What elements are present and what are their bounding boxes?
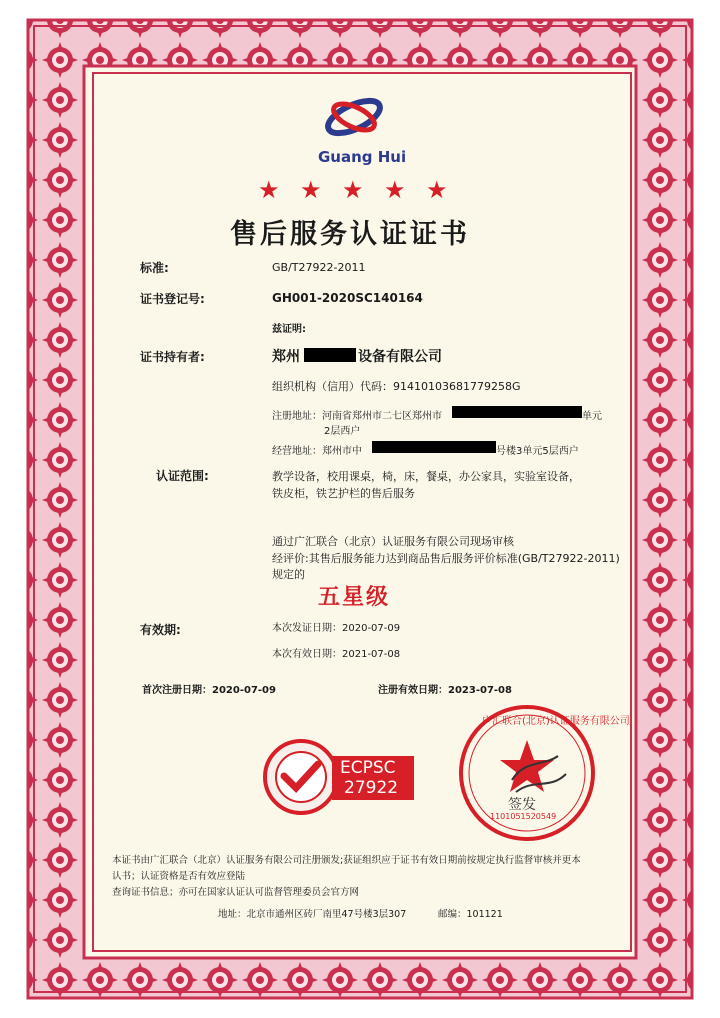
op-address-a: 经营地址：郑州市中: [272, 446, 362, 457]
standard-value: GB/T27922-2011: [272, 261, 366, 274]
footer-address: 地址：北京市通州区砖厂南里47号楼3层307: [218, 909, 407, 920]
op-address-b: 号楼3单元5层西户: [496, 446, 579, 457]
star-icon: ★: [426, 176, 448, 204]
issue-date: 本次发证日期：2020-07-09: [272, 623, 401, 634]
reg-label: 证书登记号:: [140, 292, 205, 306]
logo-text: Guang Hui: [318, 148, 407, 166]
rating-level: 五星级: [318, 585, 391, 610]
org-code: 组织机构（信用）代码：91410103681779258G: [272, 380, 521, 393]
seal-number: 1101051520549: [490, 812, 557, 821]
footer-line3: 查询证书信息；亦可在国家认证认可监督管理委员会官方网: [112, 887, 360, 898]
reg-address-line1a: 注册地址：河南省郑州市二七区郑州市: [272, 411, 442, 422]
evaluation-line1: 通过广汇联合（北京）认证服务有限公司现场审核: [272, 535, 514, 548]
standard-label: 标准:: [140, 261, 169, 275]
scope-label: 认证范围:: [156, 469, 209, 483]
redaction-bar: [304, 348, 356, 362]
reg-value: GH001-2020SC140164: [272, 291, 423, 305]
redaction-bar: [452, 406, 582, 418]
first-reg-date: 首次注册日期：2020-07-09: [142, 685, 276, 696]
star-icon: ★: [342, 176, 364, 204]
redaction-bar: [372, 441, 496, 453]
reg-valid-date: 注册有效日期：2023-07-08: [378, 685, 512, 696]
holder-prefix: 郑州: [272, 349, 300, 365]
certify-label: 兹证明:: [272, 324, 306, 335]
footer-line2: 认书；认证资格是否有效应登陆: [112, 871, 246, 882]
scope-line1: 教学设备，校用课桌，椅，床，餐桌，办公家具，实验室设备，: [272, 470, 580, 483]
seal-ring-text: 广汇联合(北京)认证服务有限公司: [482, 716, 630, 727]
certification-badge-icon: [262, 738, 340, 816]
star-icon: ★: [384, 176, 406, 204]
expire-date: 本次有效日期：2021-07-08: [272, 649, 401, 660]
validity-label: 有效期:: [140, 623, 181, 637]
evaluation-line2: 经评价:其售后服务能力达到商品售后服务评价标准(GB/T27922-2011): [272, 552, 620, 565]
badge-line1: ECPSC: [340, 758, 396, 778]
star-icon: ★: [300, 176, 322, 204]
badge-line2: 27922: [344, 778, 399, 798]
reg-address-line1b: 单元: [582, 411, 602, 422]
holder-label: 证书持有者:: [140, 350, 205, 364]
holder-suffix: 设备有限公司: [358, 349, 442, 365]
certificate-title: 售后服务认证证书: [230, 219, 470, 250]
star-icon: ★: [258, 176, 280, 204]
evaluation-line3: 规定的: [272, 568, 305, 581]
scope-line2: 铁皮柜，铁艺护栏的售后服务: [272, 487, 415, 500]
footer-postcode: 邮编：101121: [438, 909, 503, 920]
footer-line1: 本证书由广汇联合（北京）认证服务有限公司注册颁发;获证组织应于证书有效日期前按规定执行监督审核并更本: [112, 855, 581, 866]
reg-address-line2: 2层西户: [324, 426, 361, 437]
guanghui-logo-icon: [322, 93, 386, 143]
sign-label: 签发: [508, 797, 536, 813]
